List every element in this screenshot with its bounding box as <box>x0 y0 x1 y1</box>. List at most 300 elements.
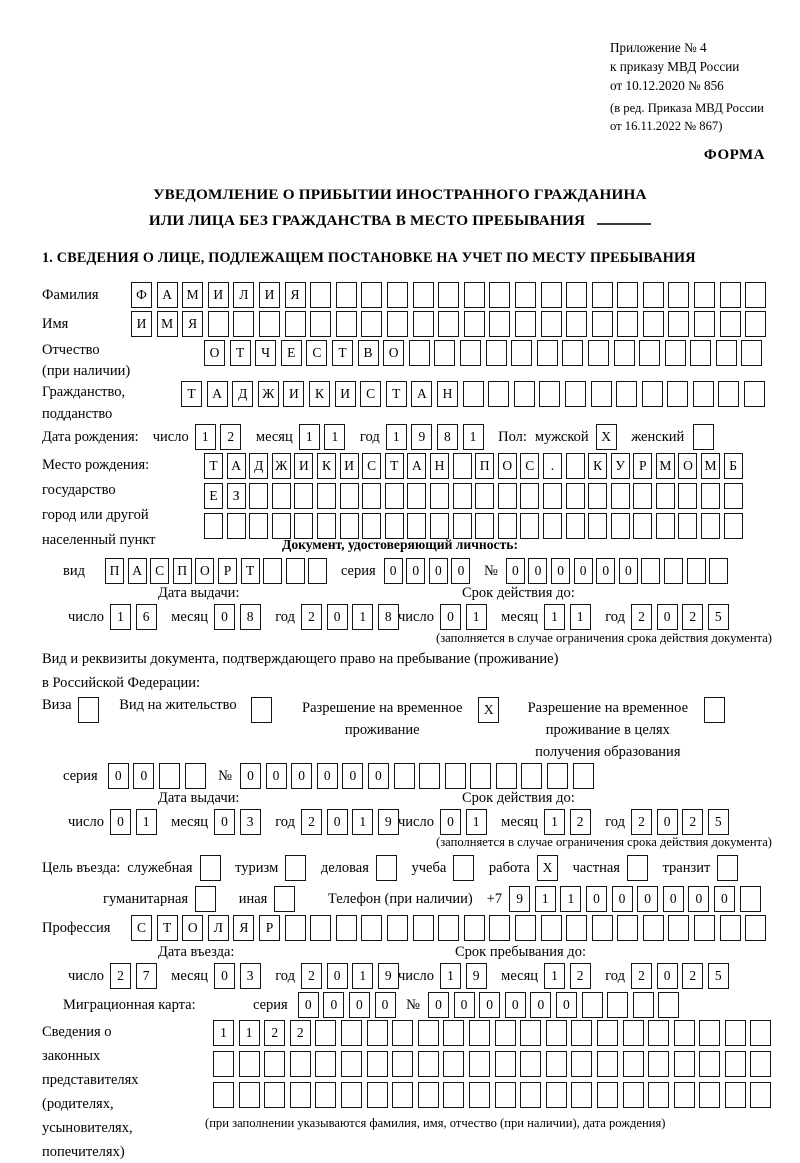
char-box[interactable]: 8 <box>378 604 399 630</box>
char-box[interactable] <box>464 311 485 337</box>
char-box[interactable]: 9 <box>509 886 530 912</box>
char-box[interactable] <box>213 1082 234 1108</box>
char-box[interactable]: Р <box>633 453 652 479</box>
char-box[interactable] <box>362 513 381 539</box>
char-box[interactable]: Т <box>157 915 178 941</box>
char-box[interactable] <box>317 513 336 539</box>
char-box[interactable] <box>453 483 472 509</box>
char-box[interactable] <box>367 1082 388 1108</box>
char-box[interactable] <box>498 483 517 509</box>
char-box[interactable]: 3 <box>240 963 261 989</box>
char-box[interactable] <box>443 1082 464 1108</box>
char-box[interactable]: 0 <box>349 992 370 1018</box>
char-box[interactable]: 2 <box>682 963 703 989</box>
char-box[interactable] <box>648 1051 669 1077</box>
char-box[interactable] <box>694 311 715 337</box>
char-box[interactable] <box>208 311 229 337</box>
char-box[interactable] <box>387 282 408 308</box>
char-box[interactable] <box>667 381 688 407</box>
char-box[interactable] <box>387 915 408 941</box>
char-box[interactable] <box>597 1051 618 1077</box>
char-box[interactable]: 2 <box>301 963 322 989</box>
char-box[interactable] <box>315 1020 336 1046</box>
char-box[interactable] <box>648 1020 669 1046</box>
char-box[interactable]: 1 <box>352 963 373 989</box>
char-box[interactable]: 8 <box>437 424 458 450</box>
char-box[interactable] <box>687 558 706 584</box>
char-box[interactable]: 1 <box>535 886 556 912</box>
char-box[interactable] <box>674 1051 695 1077</box>
char-box[interactable] <box>720 311 741 337</box>
char-box[interactable] <box>418 1020 439 1046</box>
char-box[interactable]: Л <box>233 282 254 308</box>
char-box[interactable]: 3 <box>240 809 261 835</box>
char-box[interactable]: Ч <box>255 340 276 366</box>
char-box[interactable] <box>639 340 660 366</box>
char-box[interactable]: Т <box>181 381 202 407</box>
char-box[interactable]: 2 <box>220 424 241 450</box>
char-box[interactable]: 2 <box>290 1020 311 1046</box>
char-box[interactable]: Б <box>724 453 743 479</box>
char-box[interactable] <box>699 1020 720 1046</box>
char-box[interactable] <box>571 1051 592 1077</box>
char-box[interactable]: 0 <box>133 763 154 789</box>
char-box[interactable]: 0 <box>551 558 570 584</box>
char-box[interactable] <box>643 282 664 308</box>
char-box[interactable]: 0 <box>317 763 338 789</box>
char-box[interactable] <box>546 1051 567 1077</box>
char-box[interactable]: Е <box>281 340 302 366</box>
char-box[interactable] <box>643 311 664 337</box>
char-box[interactable] <box>520 1082 541 1108</box>
char-box[interactable]: З <box>227 483 246 509</box>
char-box[interactable] <box>740 886 761 912</box>
char-box[interactable] <box>541 282 562 308</box>
char-box[interactable] <box>699 1082 720 1108</box>
char-box[interactable]: И <box>283 381 304 407</box>
char-box[interactable] <box>340 483 359 509</box>
char-box[interactable] <box>317 483 336 509</box>
char-box[interactable] <box>239 1051 260 1077</box>
char-box[interactable]: С <box>362 453 381 479</box>
char-box[interactable]: . <box>543 453 562 479</box>
char-box[interactable] <box>430 483 449 509</box>
char-box[interactable]: 2 <box>682 809 703 835</box>
char-box[interactable]: Ж <box>272 453 291 479</box>
char-box[interactable]: Н <box>437 381 458 407</box>
char-box[interactable] <box>741 340 762 366</box>
char-box[interactable]: 0 <box>657 809 678 835</box>
char-box[interactable] <box>294 513 313 539</box>
checkbox-other[interactable] <box>274 886 295 912</box>
char-box[interactable] <box>310 282 331 308</box>
char-box[interactable] <box>674 1020 695 1046</box>
char-box[interactable]: Р <box>259 915 280 941</box>
char-box[interactable]: А <box>207 381 228 407</box>
char-box[interactable] <box>724 513 743 539</box>
char-box[interactable] <box>341 1020 362 1046</box>
char-box[interactable] <box>213 1051 234 1077</box>
char-box[interactable] <box>486 340 507 366</box>
char-box[interactable] <box>643 915 664 941</box>
char-box[interactable] <box>495 1020 516 1046</box>
char-box[interactable]: Т <box>332 340 353 366</box>
char-box[interactable]: 1 <box>386 424 407 450</box>
char-box[interactable]: 0 <box>528 558 547 584</box>
char-box[interactable] <box>543 513 562 539</box>
char-box[interactable] <box>495 1051 516 1077</box>
char-box[interactable] <box>367 1020 388 1046</box>
char-box[interactable] <box>315 1051 336 1077</box>
char-box[interactable] <box>496 763 517 789</box>
char-box[interactable]: 0 <box>342 763 363 789</box>
char-box[interactable] <box>418 1051 439 1077</box>
char-box[interactable] <box>418 1082 439 1108</box>
char-box[interactable] <box>263 558 282 584</box>
char-box[interactable] <box>543 483 562 509</box>
char-box[interactable] <box>701 483 720 509</box>
char-box[interactable] <box>409 340 430 366</box>
char-box[interactable] <box>539 381 560 407</box>
char-box[interactable]: 6 <box>136 604 157 630</box>
char-box[interactable] <box>463 381 484 407</box>
char-box[interactable] <box>392 1082 413 1108</box>
char-box[interactable]: 2 <box>110 963 131 989</box>
char-box[interactable] <box>489 282 510 308</box>
char-box[interactable] <box>361 915 382 941</box>
char-box[interactable] <box>725 1020 746 1046</box>
char-box[interactable]: 0 <box>586 886 607 912</box>
char-box[interactable]: 2 <box>631 604 652 630</box>
checkbox-business[interactable] <box>376 855 397 881</box>
char-box[interactable]: 2 <box>631 809 652 835</box>
char-box[interactable] <box>582 992 603 1018</box>
char-box[interactable]: 1 <box>324 424 345 450</box>
char-box[interactable]: Д <box>232 381 253 407</box>
char-box[interactable] <box>566 513 585 539</box>
char-box[interactable]: 2 <box>682 604 703 630</box>
char-box[interactable] <box>515 311 536 337</box>
char-box[interactable] <box>520 1020 541 1046</box>
checkbox-female[interactable] <box>693 424 714 450</box>
char-box[interactable]: 0 <box>110 809 131 835</box>
char-box[interactable] <box>623 1020 644 1046</box>
char-box[interactable] <box>460 340 481 366</box>
char-box[interactable] <box>438 915 459 941</box>
char-box[interactable] <box>633 483 652 509</box>
char-box[interactable] <box>515 282 536 308</box>
char-box[interactable]: С <box>360 381 381 407</box>
char-box[interactable]: 0 <box>688 886 709 912</box>
char-box[interactable]: М <box>656 453 675 479</box>
char-box[interactable]: К <box>317 453 336 479</box>
char-box[interactable] <box>674 1082 695 1108</box>
char-box[interactable] <box>665 340 686 366</box>
char-box[interactable] <box>341 1082 362 1108</box>
char-box[interactable] <box>690 340 711 366</box>
char-box[interactable]: 0 <box>714 886 735 912</box>
char-box[interactable]: 0 <box>556 992 577 1018</box>
char-box[interactable] <box>668 282 689 308</box>
checkbox-male[interactable]: X <box>596 424 617 450</box>
char-box[interactable]: П <box>105 558 124 584</box>
char-box[interactable] <box>716 340 737 366</box>
char-box[interactable] <box>566 453 585 479</box>
char-box[interactable] <box>413 311 434 337</box>
char-box[interactable]: 2 <box>301 604 322 630</box>
char-box[interactable] <box>658 992 679 1018</box>
char-box[interactable] <box>648 1082 669 1108</box>
char-box[interactable]: 1 <box>440 963 461 989</box>
char-box[interactable] <box>413 915 434 941</box>
char-box[interactable] <box>744 381 765 407</box>
char-box[interactable] <box>611 483 630 509</box>
char-box[interactable]: 9 <box>378 809 399 835</box>
char-box[interactable] <box>475 483 494 509</box>
char-box[interactable]: 0 <box>327 809 348 835</box>
char-box[interactable] <box>489 311 510 337</box>
char-box[interactable] <box>413 282 434 308</box>
char-box[interactable]: 0 <box>327 963 348 989</box>
char-box[interactable]: 0 <box>384 558 403 584</box>
char-box[interactable] <box>315 1082 336 1108</box>
char-box[interactable] <box>592 282 613 308</box>
char-box[interactable] <box>249 483 268 509</box>
char-box[interactable]: 0 <box>530 992 551 1018</box>
char-box[interactable] <box>392 1051 413 1077</box>
char-box[interactable] <box>678 483 697 509</box>
char-box[interactable]: И <box>131 311 152 337</box>
char-box[interactable]: Е <box>204 483 223 509</box>
char-box[interactable]: П <box>173 558 192 584</box>
char-box[interactable]: 9 <box>466 963 487 989</box>
char-box[interactable]: 0 <box>266 763 287 789</box>
char-box[interactable]: 1 <box>560 886 581 912</box>
char-box[interactable]: 1 <box>463 424 484 450</box>
char-box[interactable] <box>264 1082 285 1108</box>
char-box[interactable] <box>592 311 613 337</box>
char-box[interactable]: 1 <box>352 809 373 835</box>
char-box[interactable] <box>387 311 408 337</box>
char-box[interactable] <box>362 483 381 509</box>
char-box[interactable]: 0 <box>574 558 593 584</box>
char-box[interactable]: 0 <box>479 992 500 1018</box>
char-box[interactable] <box>750 1082 771 1108</box>
char-box[interactable] <box>453 513 472 539</box>
char-box[interactable] <box>617 311 638 337</box>
char-box[interactable] <box>489 915 510 941</box>
char-box[interactable] <box>430 513 449 539</box>
char-box[interactable]: 1 <box>195 424 216 450</box>
char-box[interactable] <box>464 282 485 308</box>
char-box[interactable] <box>227 513 246 539</box>
char-box[interactable]: 1 <box>213 1020 234 1046</box>
char-box[interactable] <box>750 1051 771 1077</box>
char-box[interactable]: 0 <box>451 558 470 584</box>
char-box[interactable] <box>597 1082 618 1108</box>
char-box[interactable] <box>336 311 357 337</box>
char-box[interactable] <box>573 763 594 789</box>
char-box[interactable]: М <box>182 282 203 308</box>
char-box[interactable]: 0 <box>637 886 658 912</box>
char-box[interactable]: 2 <box>570 963 591 989</box>
char-box[interactable] <box>290 1051 311 1077</box>
char-box[interactable]: 0 <box>214 963 235 989</box>
char-box[interactable]: 2 <box>570 809 591 835</box>
char-box[interactable]: У <box>611 453 630 479</box>
char-box[interactable] <box>308 558 327 584</box>
char-box[interactable] <box>546 1020 567 1046</box>
char-box[interactable]: Д <box>249 453 268 479</box>
char-box[interactable] <box>678 513 697 539</box>
checkbox-temp-permit[interactable]: X <box>478 697 499 723</box>
char-box[interactable] <box>204 513 223 539</box>
char-box[interactable] <box>718 381 739 407</box>
char-box[interactable]: Т <box>385 453 404 479</box>
char-box[interactable]: 5 <box>708 809 729 835</box>
char-box[interactable] <box>694 282 715 308</box>
char-box[interactable] <box>185 763 206 789</box>
char-box[interactable]: 0 <box>429 558 448 584</box>
char-box[interactable] <box>724 483 743 509</box>
char-box[interactable]: А <box>227 453 246 479</box>
char-box[interactable] <box>617 915 638 941</box>
char-box[interactable]: И <box>335 381 356 407</box>
char-box[interactable]: Я <box>285 282 306 308</box>
char-box[interactable] <box>259 311 280 337</box>
char-box[interactable] <box>566 282 587 308</box>
char-box[interactable] <box>453 453 472 479</box>
char-box[interactable] <box>294 483 313 509</box>
char-box[interactable]: 9 <box>411 424 432 450</box>
char-box[interactable]: Р <box>218 558 237 584</box>
char-box[interactable] <box>443 1051 464 1077</box>
char-box[interactable] <box>341 1051 362 1077</box>
char-box[interactable] <box>272 513 291 539</box>
char-box[interactable] <box>566 311 587 337</box>
char-box[interactable] <box>709 558 728 584</box>
char-box[interactable] <box>469 1051 490 1077</box>
char-box[interactable] <box>642 381 663 407</box>
char-box[interactable] <box>445 763 466 789</box>
char-box[interactable] <box>633 513 652 539</box>
char-box[interactable]: П <box>475 453 494 479</box>
char-box[interactable]: В <box>358 340 379 366</box>
checkbox-tourism[interactable] <box>285 855 306 881</box>
char-box[interactable]: 1 <box>239 1020 260 1046</box>
char-box[interactable] <box>745 311 766 337</box>
char-box[interactable] <box>464 915 485 941</box>
char-box[interactable] <box>285 311 306 337</box>
char-box[interactable]: 1 <box>544 963 565 989</box>
char-box[interactable] <box>668 311 689 337</box>
char-box[interactable] <box>668 915 689 941</box>
char-box[interactable] <box>361 282 382 308</box>
char-box[interactable]: Н <box>430 453 449 479</box>
char-box[interactable] <box>367 1051 388 1077</box>
char-box[interactable] <box>340 513 359 539</box>
char-box[interactable]: 0 <box>214 604 235 630</box>
char-box[interactable] <box>745 282 766 308</box>
char-box[interactable] <box>571 1020 592 1046</box>
char-box[interactable] <box>159 763 180 789</box>
char-box[interactable] <box>566 483 585 509</box>
char-box[interactable]: 0 <box>657 604 678 630</box>
char-box[interactable] <box>264 1051 285 1077</box>
char-box[interactable] <box>547 763 568 789</box>
char-box[interactable] <box>694 915 715 941</box>
char-box[interactable] <box>656 483 675 509</box>
char-box[interactable] <box>521 763 542 789</box>
char-box[interactable] <box>249 513 268 539</box>
char-box[interactable] <box>725 1082 746 1108</box>
char-box[interactable]: 8 <box>240 604 261 630</box>
char-box[interactable] <box>511 340 532 366</box>
char-box[interactable] <box>438 311 459 337</box>
char-box[interactable]: М <box>701 453 720 479</box>
char-box[interactable] <box>310 915 331 941</box>
char-box[interactable] <box>664 558 683 584</box>
char-box[interactable] <box>310 311 331 337</box>
char-box[interactable]: К <box>588 453 607 479</box>
char-box[interactable] <box>607 992 628 1018</box>
char-box[interactable]: 1 <box>544 604 565 630</box>
char-box[interactable] <box>520 1051 541 1077</box>
char-box[interactable]: 0 <box>428 992 449 1018</box>
char-box[interactable]: Л <box>208 915 229 941</box>
char-box[interactable] <box>588 513 607 539</box>
char-box[interactable] <box>469 1082 490 1108</box>
char-box[interactable]: 0 <box>375 992 396 1018</box>
char-box[interactable]: 1 <box>299 424 320 450</box>
char-box[interactable] <box>438 282 459 308</box>
char-box[interactable]: 0 <box>612 886 633 912</box>
char-box[interactable]: И <box>340 453 359 479</box>
char-box[interactable]: 0 <box>240 763 261 789</box>
char-box[interactable] <box>588 483 607 509</box>
char-box[interactable] <box>571 1082 592 1108</box>
char-box[interactable] <box>591 381 612 407</box>
char-box[interactable]: 0 <box>406 558 425 584</box>
char-box[interactable]: 1 <box>136 809 157 835</box>
char-box[interactable] <box>616 381 637 407</box>
char-box[interactable]: Я <box>233 915 254 941</box>
char-box[interactable]: 0 <box>291 763 312 789</box>
char-box[interactable] <box>290 1082 311 1108</box>
char-box[interactable]: 2 <box>264 1020 285 1046</box>
char-box[interactable]: 0 <box>214 809 235 835</box>
char-box[interactable] <box>562 340 583 366</box>
checkbox-humanitarian[interactable] <box>195 886 216 912</box>
char-box[interactable]: Т <box>230 340 251 366</box>
char-box[interactable]: 1 <box>110 604 131 630</box>
char-box[interactable] <box>701 513 720 539</box>
char-box[interactable]: 0 <box>108 763 129 789</box>
char-box[interactable] <box>537 340 558 366</box>
char-box[interactable]: 0 <box>596 558 615 584</box>
char-box[interactable] <box>495 1082 516 1108</box>
char-box[interactable] <box>285 915 306 941</box>
char-box[interactable]: 7 <box>136 963 157 989</box>
checkbox-study[interactable] <box>453 855 474 881</box>
char-box[interactable] <box>443 1020 464 1046</box>
char-box[interactable]: 0 <box>440 604 461 630</box>
char-box[interactable]: М <box>157 311 178 337</box>
checkbox-work[interactable]: X <box>537 855 558 881</box>
char-box[interactable] <box>336 915 357 941</box>
char-box[interactable]: 1 <box>352 604 373 630</box>
char-box[interactable]: С <box>150 558 169 584</box>
